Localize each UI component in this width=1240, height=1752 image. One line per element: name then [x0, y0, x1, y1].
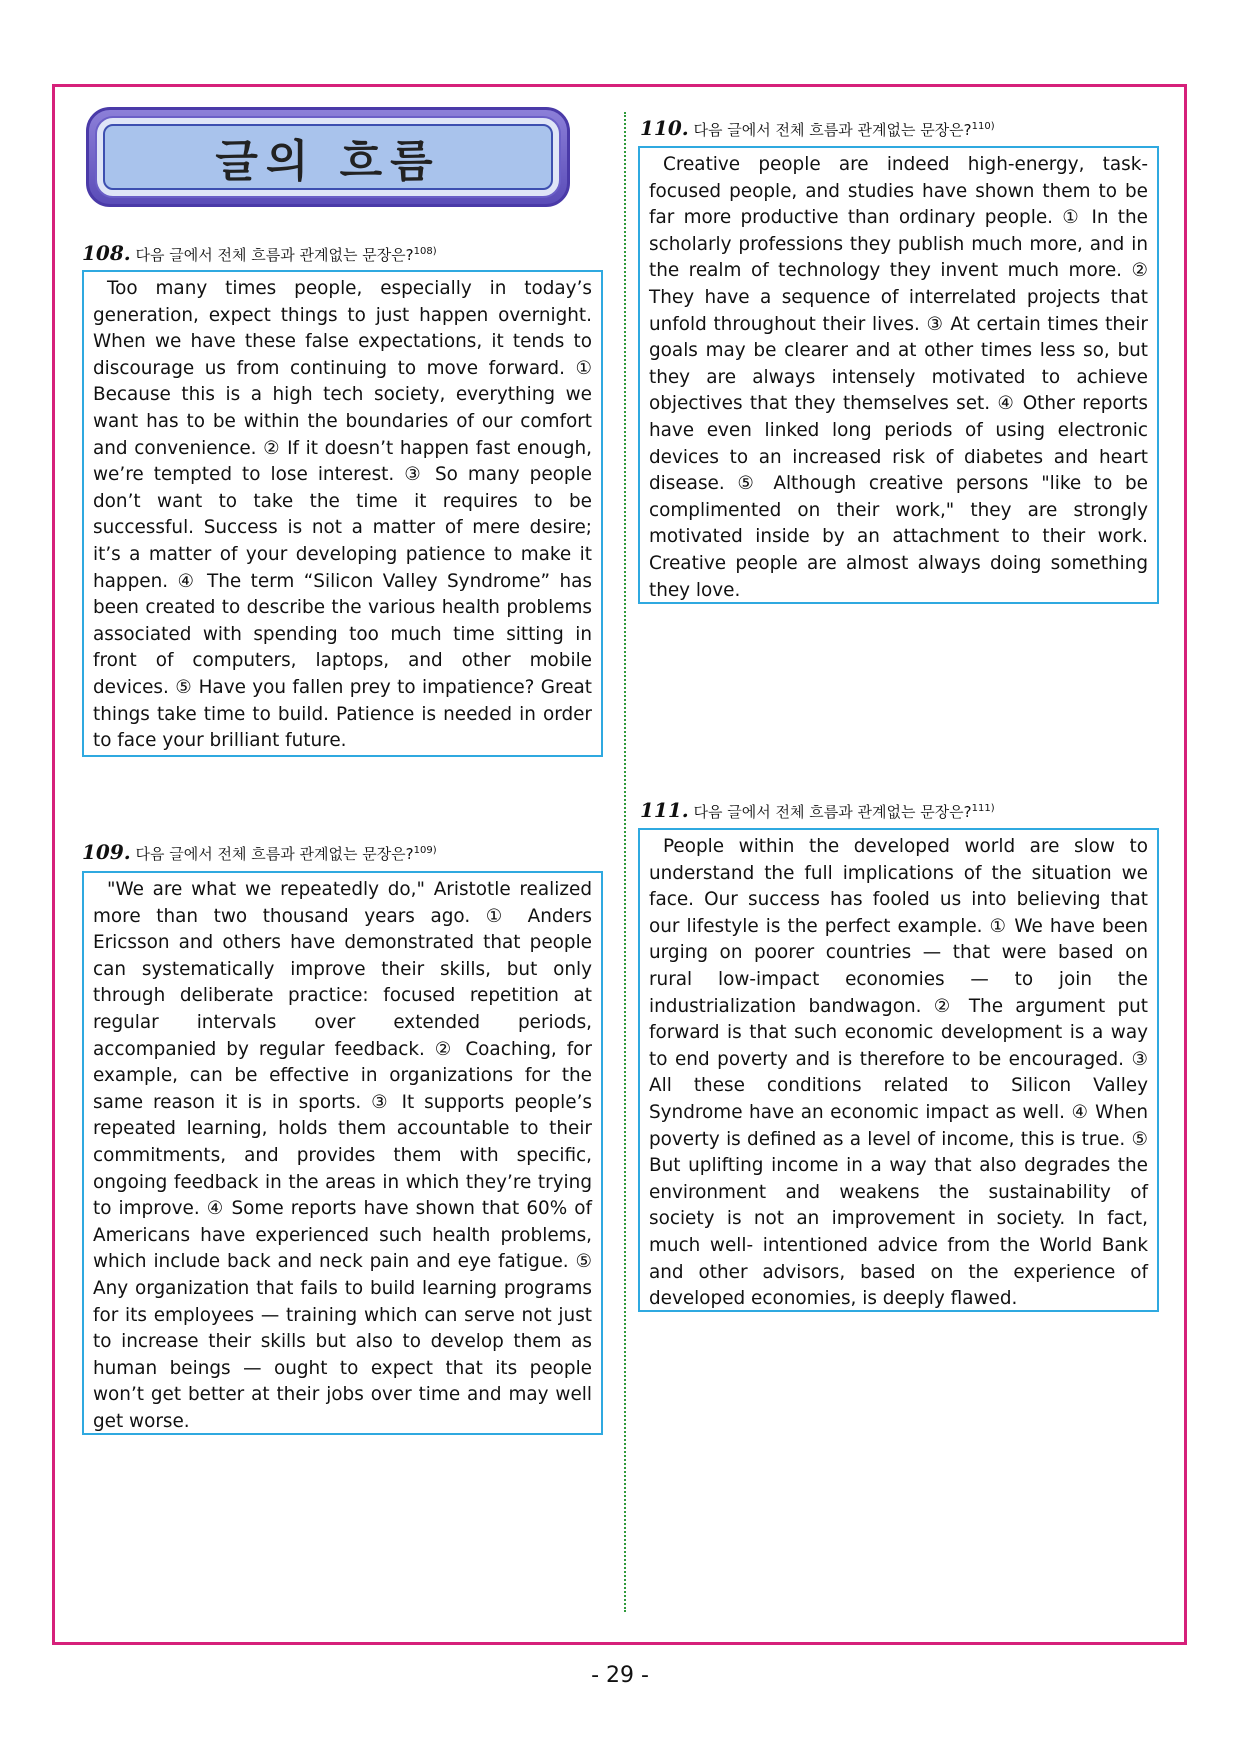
question-header-108 — [82, 241, 437, 265]
passage-box-110 — [638, 146, 1159, 604]
question-prompt: 다음 글에서 전체 흐름과 관계없는 문장은? — [693, 803, 972, 821]
question-footnote: 110) — [971, 121, 995, 132]
question-number: 111. — [640, 798, 689, 822]
passage-text: Creative people are indeed high-energy, task-focused people, and studies have shown them to be far more productive than ordinary people. ① In the scholarly professions they publish much more, and in the realm of technology they invent much more. ② They have a sequence of interrelated projects that unfold throughout their lives. ③ At certain times their goals may be clearer and at other times less so, but they are always intensely motivated to achieve objectives that they themselves set. ④ Other reports have even linked long periods of using electronic devices to an increased risk of diabetes and heart disease. ⑤ Although creative persons "like to be complimented on their work," they are strongly motivated inside by an attachment to their work. Creative people are almost always doing something they love. — [649, 154, 1148, 601]
passage-text: People within the developed world are slow to understand the full implications of the situation we face. Our success has fooled us into believing that our lifestyle is the perfect example. ① We have been urging on poorer countries — that were based on rural low-impact economies — to join the industrialization bandwagon. ② The argument put forward is that such economic development is a way to end poverty and is therefore to be encouraged. ③ All these conditions related to Silicon Valley Syndrome have an economic impact as well. ④ When poverty is defined as a level of income, this is true. ⑤ But uplifting income in a way that also degrades the environment and weakens the sustainability of society is not an improvement in society. In fact, much well- intentioned advice from the World Bank and other advisors, based on the experience of developed economies, is deeply flawed. — [649, 836, 1148, 1310]
passage-text: Too many times people, especially in today’s generation, expect things to just happen overnight. When we have these false expectations, it tends to discourage us from continuing to move forward. ① Because this is a high tech society, everything we want has to be within the boundaries of our comfort and convenience. ② If it doesn’t happen fast enough, we’re tempted to lose interest. ③ So many people don’t want to take the time it requires to be successful. Success is not a matter of mere desire; it’s a matter of your developing patience to make it happen. ④ The term “Silicon Valley Syndrome” has been created to describe the various health problems associated with spending too much time sitting in front of computers, laptops, and other mobile devices. ⑤ Have you fallen prey to impatience? Great things take time to build. Patience is needed in order to face your brilliant future. — [93, 278, 592, 752]
question-header-111 — [640, 798, 995, 822]
question-number: 108. — [82, 241, 131, 265]
section-banner — [86, 107, 570, 207]
banner-inner — [103, 124, 553, 190]
question-footnote: 111) — [971, 803, 995, 814]
question-prompt: 다음 글에서 전체 흐름과 관계없는 문장은? — [135, 845, 414, 863]
question-footnote: 108) — [413, 246, 437, 257]
question-prompt: 다음 글에서 전체 흐름과 관계없는 문장은? — [135, 246, 414, 264]
question-header-110 — [640, 116, 995, 140]
passage-box-108 — [82, 270, 603, 757]
passage-box-109 — [82, 871, 603, 1435]
passage-text: "We are what we repeatedly do," Aristotle realized more than two thousand years ago. ① Anders Ericsson and others have demonstrated that people can systematically improve their skills, but only through deliberate practice: focused repetition at regular intervals over extended periods, accompanied by regular feedback. ② Coaching, for example, can be effective in organizations for the same reason it is in sports. ③ It supports people’s repeated learning, holds them accountable to their commitments, and provides them with specific, ongoing feedback in the areas in which they’re trying to improve. ④ Some reports have shown that 60% of Americans have experienced such health problems, which include back and neck pain and eye fatigue. ⑤ Any organization that fails to build learning programs for its employees — training which can serve not just to increase their skills but also to develop them as human beings — ought to expect that its people won’t get better at their jobs over time and may well get worse. — [93, 879, 592, 1432]
section-title: 글의 흐름 — [215, 136, 441, 187]
question-number: 109. — [82, 840, 131, 864]
question-header-109 — [82, 840, 437, 864]
question-prompt: 다음 글에서 전체 흐름과 관계없는 문장은? — [693, 121, 972, 139]
question-footnote: 109) — [413, 845, 437, 856]
column-divider — [624, 112, 626, 1612]
passage-box-111 — [638, 828, 1159, 1312]
banner-frame — [95, 116, 561, 198]
page-number: - 29 - — [591, 1663, 649, 1688]
question-number: 110. — [640, 116, 689, 140]
